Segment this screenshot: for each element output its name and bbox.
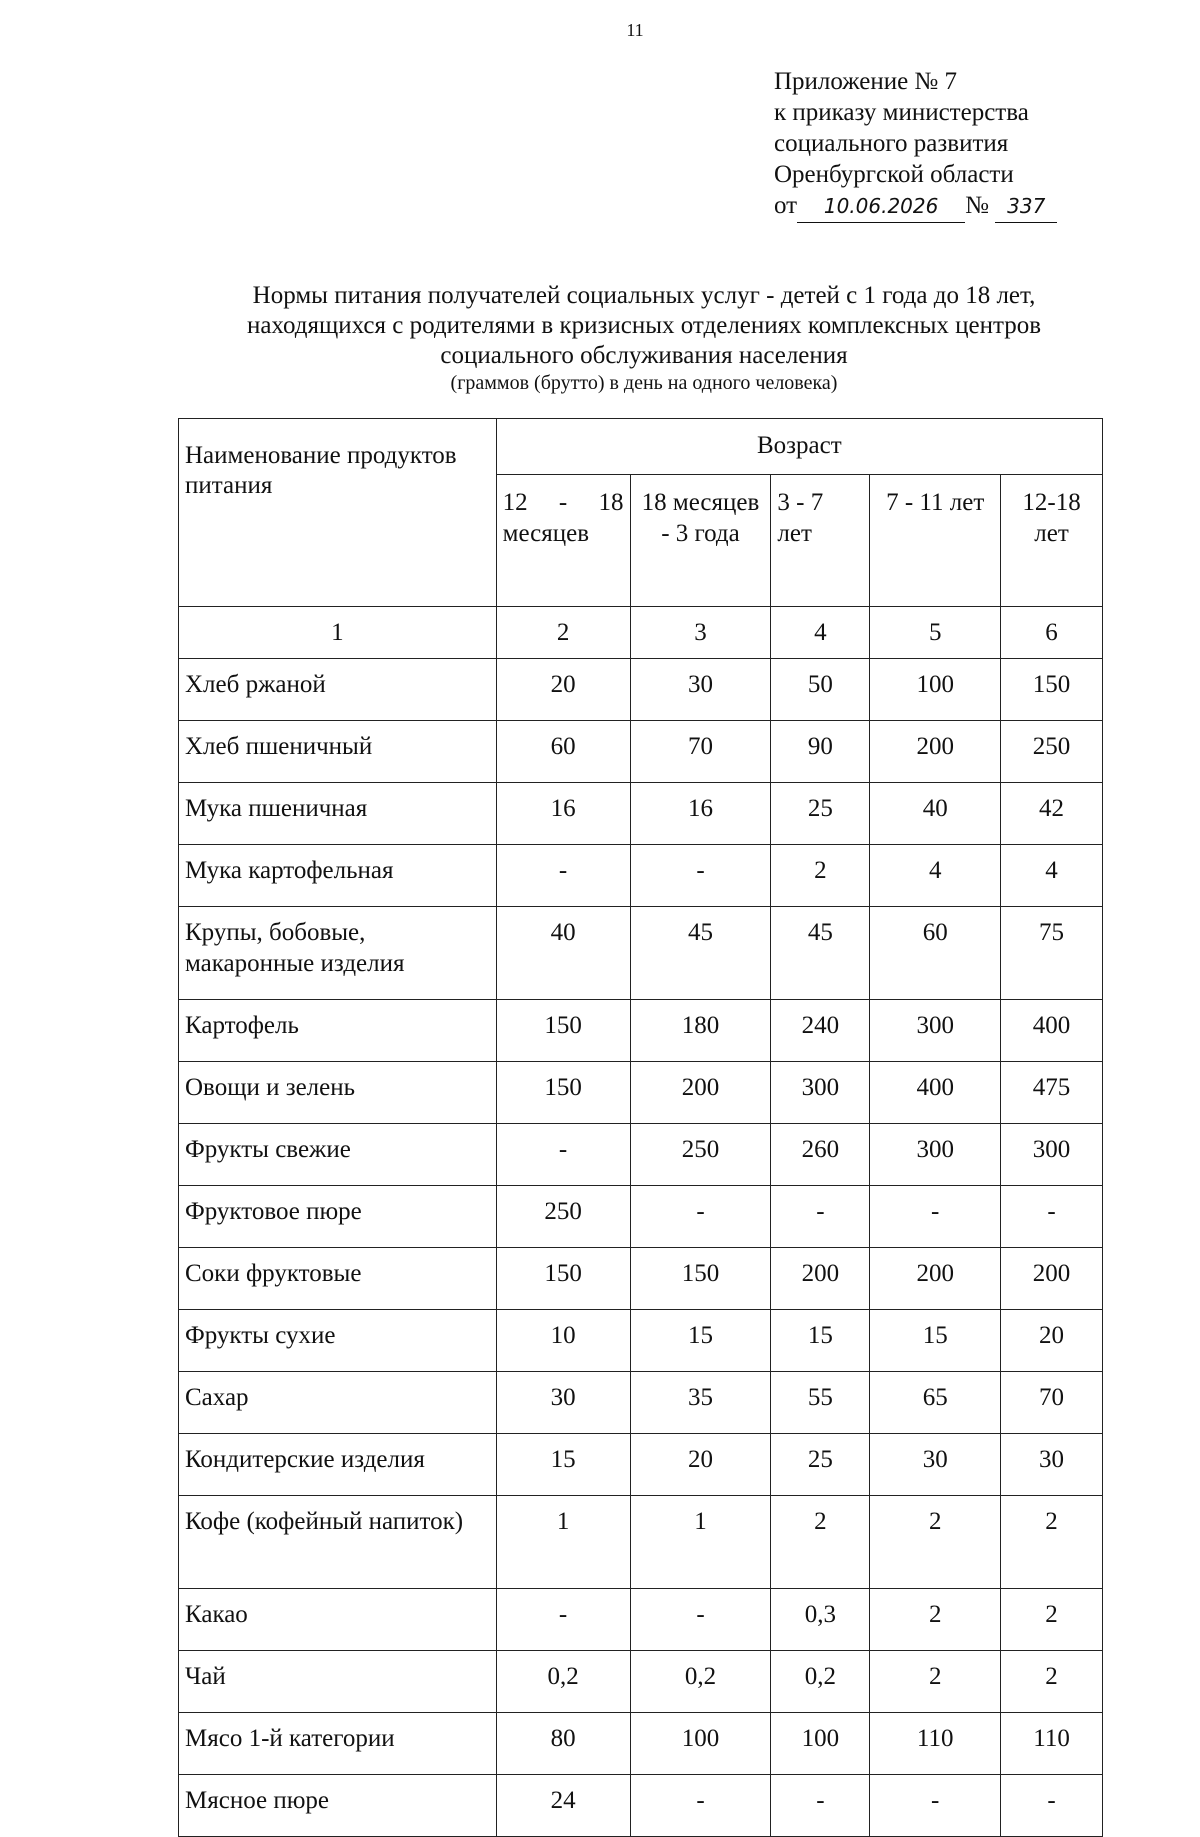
value-cell: 15: [496, 1434, 630, 1496]
value-cell: 40: [870, 783, 1001, 845]
column-number-row: [179, 607, 1103, 659]
value-cell: 20: [1001, 1310, 1103, 1372]
value-cell: 42: [1001, 783, 1103, 845]
table-row: [179, 1186, 1103, 1248]
value-cell: 400: [870, 1062, 1001, 1124]
value-cell: 200: [630, 1062, 771, 1124]
value-cell: -: [771, 1186, 870, 1248]
table-row: [179, 1310, 1103, 1372]
product-name-cell: Какао: [179, 1589, 497, 1651]
value-cell: 60: [870, 907, 1001, 1000]
value-cell: 10: [496, 1310, 630, 1372]
value-cell: 0,2: [630, 1651, 771, 1713]
product-name-header: Наименование продуктов питания: [179, 419, 497, 607]
age-column-header: 7 - 11 лет: [870, 474, 1001, 606]
value-cell: -: [870, 1775, 1001, 1837]
product-name-cell: Соки фруктовые: [179, 1248, 497, 1310]
value-cell: 25: [771, 783, 870, 845]
value-cell: -: [496, 845, 630, 907]
value-cell: 40: [496, 907, 630, 1000]
age-column-header: 12-18 лет: [1001, 474, 1103, 606]
value-cell: 250: [496, 1186, 630, 1248]
handwritten-date: 10.06.2026: [797, 191, 965, 223]
value-cell: -: [630, 1186, 771, 1248]
value-cell: 35: [630, 1372, 771, 1434]
value-cell: 1: [496, 1496, 630, 1589]
value-cell: -: [870, 1186, 1001, 1248]
product-name-cell: Мясное пюре: [179, 1775, 497, 1837]
column-number: 4: [771, 607, 870, 659]
value-cell: 24: [496, 1775, 630, 1837]
value-cell: 30: [630, 659, 771, 721]
value-cell: 2: [1001, 1589, 1103, 1651]
value-cell: -: [630, 1775, 771, 1837]
value-cell: 400: [1001, 1000, 1103, 1062]
table-row: [179, 659, 1103, 721]
value-cell: -: [496, 1124, 630, 1186]
age-column-header: 12 - 18 месяцев: [496, 474, 630, 606]
value-cell: 240: [771, 1000, 870, 1062]
value-cell: 2: [1001, 1651, 1103, 1713]
value-cell: 2: [1001, 1496, 1103, 1589]
appendix-block: [774, 66, 1057, 223]
table-row: [179, 1062, 1103, 1124]
value-cell: -: [1001, 1186, 1103, 1248]
value-cell: 30: [870, 1434, 1001, 1496]
product-name-cell: Фрукты сухие: [179, 1310, 497, 1372]
value-cell: 20: [496, 659, 630, 721]
appendix-line: к приказу министерства: [774, 99, 1029, 126]
value-cell: 260: [771, 1124, 870, 1186]
value-cell: 15: [870, 1310, 1001, 1372]
value-cell: -: [496, 1589, 630, 1651]
product-name-cell: Хлеб пшеничный: [179, 721, 497, 783]
value-cell: 70: [1001, 1372, 1103, 1434]
value-cell: 15: [630, 1310, 771, 1372]
value-cell: 15: [771, 1310, 870, 1372]
product-name-cell: Фруктовое пюре: [179, 1186, 497, 1248]
product-name-cell: Овощи и зелень: [179, 1062, 497, 1124]
column-number: 5: [870, 607, 1001, 659]
value-cell: 300: [1001, 1124, 1103, 1186]
product-name-cell: Сахар: [179, 1372, 497, 1434]
value-cell: 150: [496, 1248, 630, 1310]
page-number: 11: [626, 20, 644, 40]
product-name-cell: Мука пшеничная: [179, 783, 497, 845]
value-cell: -: [771, 1775, 870, 1837]
value-cell: 30: [496, 1372, 630, 1434]
value-cell: 0,2: [496, 1651, 630, 1713]
value-cell: 4: [870, 845, 1001, 907]
table-row: [179, 845, 1103, 907]
value-cell: 200: [1001, 1248, 1103, 1310]
value-cell: 100: [870, 659, 1001, 721]
value-cell: 180: [630, 1000, 771, 1062]
value-cell: 2: [870, 1496, 1001, 1589]
value-cell: 300: [771, 1062, 870, 1124]
value-cell: 200: [870, 1248, 1001, 1310]
table-row: [179, 1496, 1103, 1589]
age-column-header: 3 - 7 лет: [771, 474, 870, 606]
value-cell: 2: [771, 1496, 870, 1589]
age-header: Возраст: [496, 419, 1102, 475]
document-title: [168, 281, 1120, 371]
value-cell: -: [630, 1589, 771, 1651]
age-column-header: 18 месяцев - 3 года: [630, 474, 771, 606]
value-cell: 2: [870, 1589, 1001, 1651]
value-cell: 90: [771, 721, 870, 783]
value-cell: 150: [496, 1062, 630, 1124]
value-cell: 150: [1001, 659, 1103, 721]
table-row: [179, 783, 1103, 845]
value-cell: 75: [1001, 907, 1103, 1000]
title-line: Нормы питания получателей социальных услуг - детей с 1 года до 18 лет,: [252, 282, 1036, 309]
appendix-line: социального развития: [774, 130, 1009, 157]
document-subtitle: (граммов (брутто) в день на одного человека): [450, 372, 838, 394]
number-label: №: [965, 192, 989, 219]
value-cell: 55: [771, 1372, 870, 1434]
column-number: 1: [179, 607, 497, 659]
value-cell: 80: [496, 1713, 630, 1775]
value-cell: 45: [771, 907, 870, 1000]
value-cell: 0,2: [771, 1651, 870, 1713]
value-cell: 20: [630, 1434, 771, 1496]
value-cell: 60: [496, 721, 630, 783]
value-cell: 475: [1001, 1062, 1103, 1124]
value-cell: 150: [496, 1000, 630, 1062]
from-label: от: [774, 192, 798, 219]
value-cell: 110: [870, 1713, 1001, 1775]
product-name-cell: Мука картофельная: [179, 845, 497, 907]
table-row: [179, 1372, 1103, 1434]
table-row: [179, 1000, 1103, 1062]
value-cell: 200: [771, 1248, 870, 1310]
table-row: [179, 1124, 1103, 1186]
value-cell: -: [630, 845, 771, 907]
nutrition-norms-table: [178, 418, 1103, 1837]
product-name-cell: Фрукты свежие: [179, 1124, 497, 1186]
value-cell: -: [1001, 1775, 1103, 1837]
handwritten-number: 337: [995, 191, 1057, 223]
value-cell: 65: [870, 1372, 1001, 1434]
appendix-line: Оренбургской области: [774, 161, 1014, 188]
value-cell: 300: [870, 1000, 1001, 1062]
value-cell: 300: [870, 1124, 1001, 1186]
value-cell: 70: [630, 721, 771, 783]
product-name-cell: Крупы, бобовые, макаронные изделия: [179, 907, 497, 1000]
value-cell: 4: [1001, 845, 1103, 907]
product-name-cell: Картофель: [179, 1000, 497, 1062]
value-cell: 45: [630, 907, 771, 1000]
product-name-cell: Мясо 1-й категории: [179, 1713, 497, 1775]
appendix-line: Приложение № 7: [774, 68, 958, 95]
table-row: [179, 1589, 1103, 1651]
value-cell: 16: [630, 783, 771, 845]
value-cell: 250: [1001, 721, 1103, 783]
value-cell: 100: [771, 1713, 870, 1775]
column-number: 2: [496, 607, 630, 659]
value-cell: 16: [496, 783, 630, 845]
value-cell: 2: [771, 845, 870, 907]
table-row: [179, 907, 1103, 1000]
value-cell: 110: [1001, 1713, 1103, 1775]
title-line: находящихся с родителями в кризисных отделениях комплексных центров: [246, 312, 1042, 339]
value-cell: 25: [771, 1434, 870, 1496]
product-name-cell: Чай: [179, 1651, 497, 1713]
column-number: 6: [1001, 607, 1103, 659]
table-row: [179, 721, 1103, 783]
value-cell: 250: [630, 1124, 771, 1186]
product-name-cell: Хлеб ржаной: [179, 659, 497, 721]
value-cell: 0,3: [771, 1589, 870, 1651]
table-row: [179, 1713, 1103, 1775]
table-row: [179, 1248, 1103, 1310]
product-name-cell: Кофе (кофейный напиток): [179, 1496, 497, 1589]
value-cell: 50: [771, 659, 870, 721]
table-row: [179, 1775, 1103, 1837]
title-line: социального обслуживания населения: [440, 342, 848, 369]
value-cell: 100: [630, 1713, 771, 1775]
table-row: [179, 1434, 1103, 1496]
value-cell: 200: [870, 721, 1001, 783]
value-cell: 1: [630, 1496, 771, 1589]
value-cell: 2: [870, 1651, 1001, 1713]
table-row: [179, 1651, 1103, 1713]
value-cell: 30: [1001, 1434, 1103, 1496]
column-number: 3: [630, 607, 771, 659]
value-cell: 150: [630, 1248, 771, 1310]
product-name-cell: Кондитерские изделия: [179, 1434, 497, 1496]
appendix-date-line: [774, 190, 1057, 223]
